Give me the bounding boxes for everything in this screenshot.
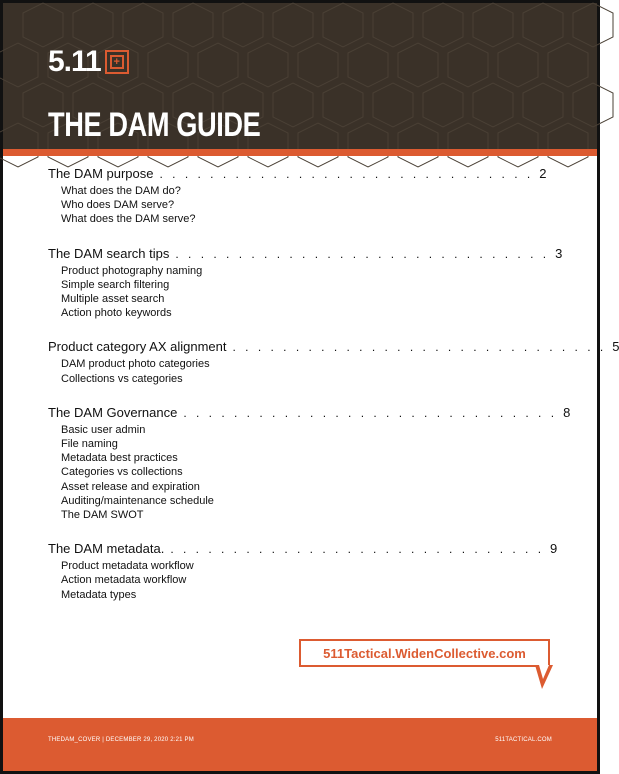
dot-leader: . . . . . . . . . . . . . . . . . . . . . . . . . . . . . . [175,246,550,261]
toc-subsection-item[interactable]: File naming [61,438,118,451]
toc-subsection-list [61,423,308,522]
toc-subsection-item[interactable]: Metadata types [61,588,137,601]
footer-band [3,718,597,771]
toc-section-row[interactable] [48,540,558,558]
toc-subsection-list [61,357,308,385]
logo-text: 5.11 [48,45,101,78]
toc-subsection-item[interactable]: DAM product photo categories [61,358,210,371]
widen-collective-link[interactable]: 511Tactical.WidenCollective.com [299,639,550,667]
dot-leader: . . . . . . . . . . . . . . . . . . . . . . . . . . . . . . [170,542,545,557]
brand-logo [48,47,129,77]
toc-section-row[interactable] [48,338,619,356]
toc-subsection-list [61,184,308,227]
toc-section-title: The DAM Governance [48,404,178,420]
toc-subsection-item[interactable]: Multiple asset search [61,293,165,306]
toc-subsection-item[interactable]: Action photo keywords [61,307,172,320]
toc-subsection-item[interactable]: The DAM SWOT [61,509,144,522]
header-band [3,3,597,149]
toc-subsection-item[interactable]: What does the DAM do? [61,185,181,197]
toc-section-row[interactable] [48,404,571,422]
page-title: THE DAM GUIDE [48,106,261,144]
table-of-contents [48,165,619,620]
toc-page-number: 9 [550,541,558,557]
toc-section-title: The DAM search tips [48,245,170,261]
toc-subsection-item[interactable]: Basic user admin [61,423,146,436]
toc-subsection-item[interactable]: Metadata best practices [61,452,178,465]
toc-page-number: 5 [612,339,619,355]
toc-subsection-item[interactable]: Who does DAM serve? [61,199,175,212]
toc-page-number: 3 [555,245,563,261]
toc-section-title: The DAM purpose [48,166,154,181]
toc-subsection-item[interactable]: Collections vs categories [61,372,183,385]
toc-section-row[interactable] [48,245,563,263]
toc-subsection-item[interactable]: Action metadata workflow [61,574,187,587]
toc-subsection-item[interactable]: Asset release and expiration [61,480,200,493]
toc-page-number: 2 [539,166,547,181]
toc-subsection-item[interactable]: Auditing/maintenance schedule [61,494,214,507]
toc-section [48,404,571,522]
toc-subsection-list [61,559,308,602]
toc-section-row[interactable] [48,165,547,183]
toc-subsection-item[interactable]: What does the DAM serve? [61,213,196,226]
toc-page-number: 8 [563,404,571,420]
plus-in-square-icon: + [105,50,129,74]
dot-leader: . . . . . . . . . . . . . . . . . . . . . . . . . . . . . . [232,340,607,355]
toc-subsection-item[interactable]: Categories vs collections [61,466,183,479]
toc-section [48,245,563,321]
toc-subsection-item[interactable]: Simple search filtering [61,278,170,291]
dot-leader: . . . . . . . . . . . . . . . . . . . . . . . . . . . . . . [159,167,534,181]
dot-leader: . . . . . . . . . . . . . . . . . . . . . . . . . . . . . . [183,405,558,420]
toc-section [48,540,558,602]
toc-section [48,165,547,227]
toc-subsection-item[interactable]: Product photography naming [61,264,203,277]
toc-section-title: Product category AX alignment [48,339,227,355]
toc-section-title: The DAM metadata. [48,541,165,557]
toc-subsection-list [61,264,308,321]
callout-pointer-icon [534,665,556,691]
footer-website[interactable]: 511TACTICAL.COM [495,737,552,743]
footer-file-info: THEDAM_COVER | DECEMBER 29, 2020 2:21 PM [48,737,194,743]
toc-subsection-item[interactable]: Product metadata workflow [61,560,194,573]
toc-section [48,338,619,385]
accent-divider [3,149,597,156]
